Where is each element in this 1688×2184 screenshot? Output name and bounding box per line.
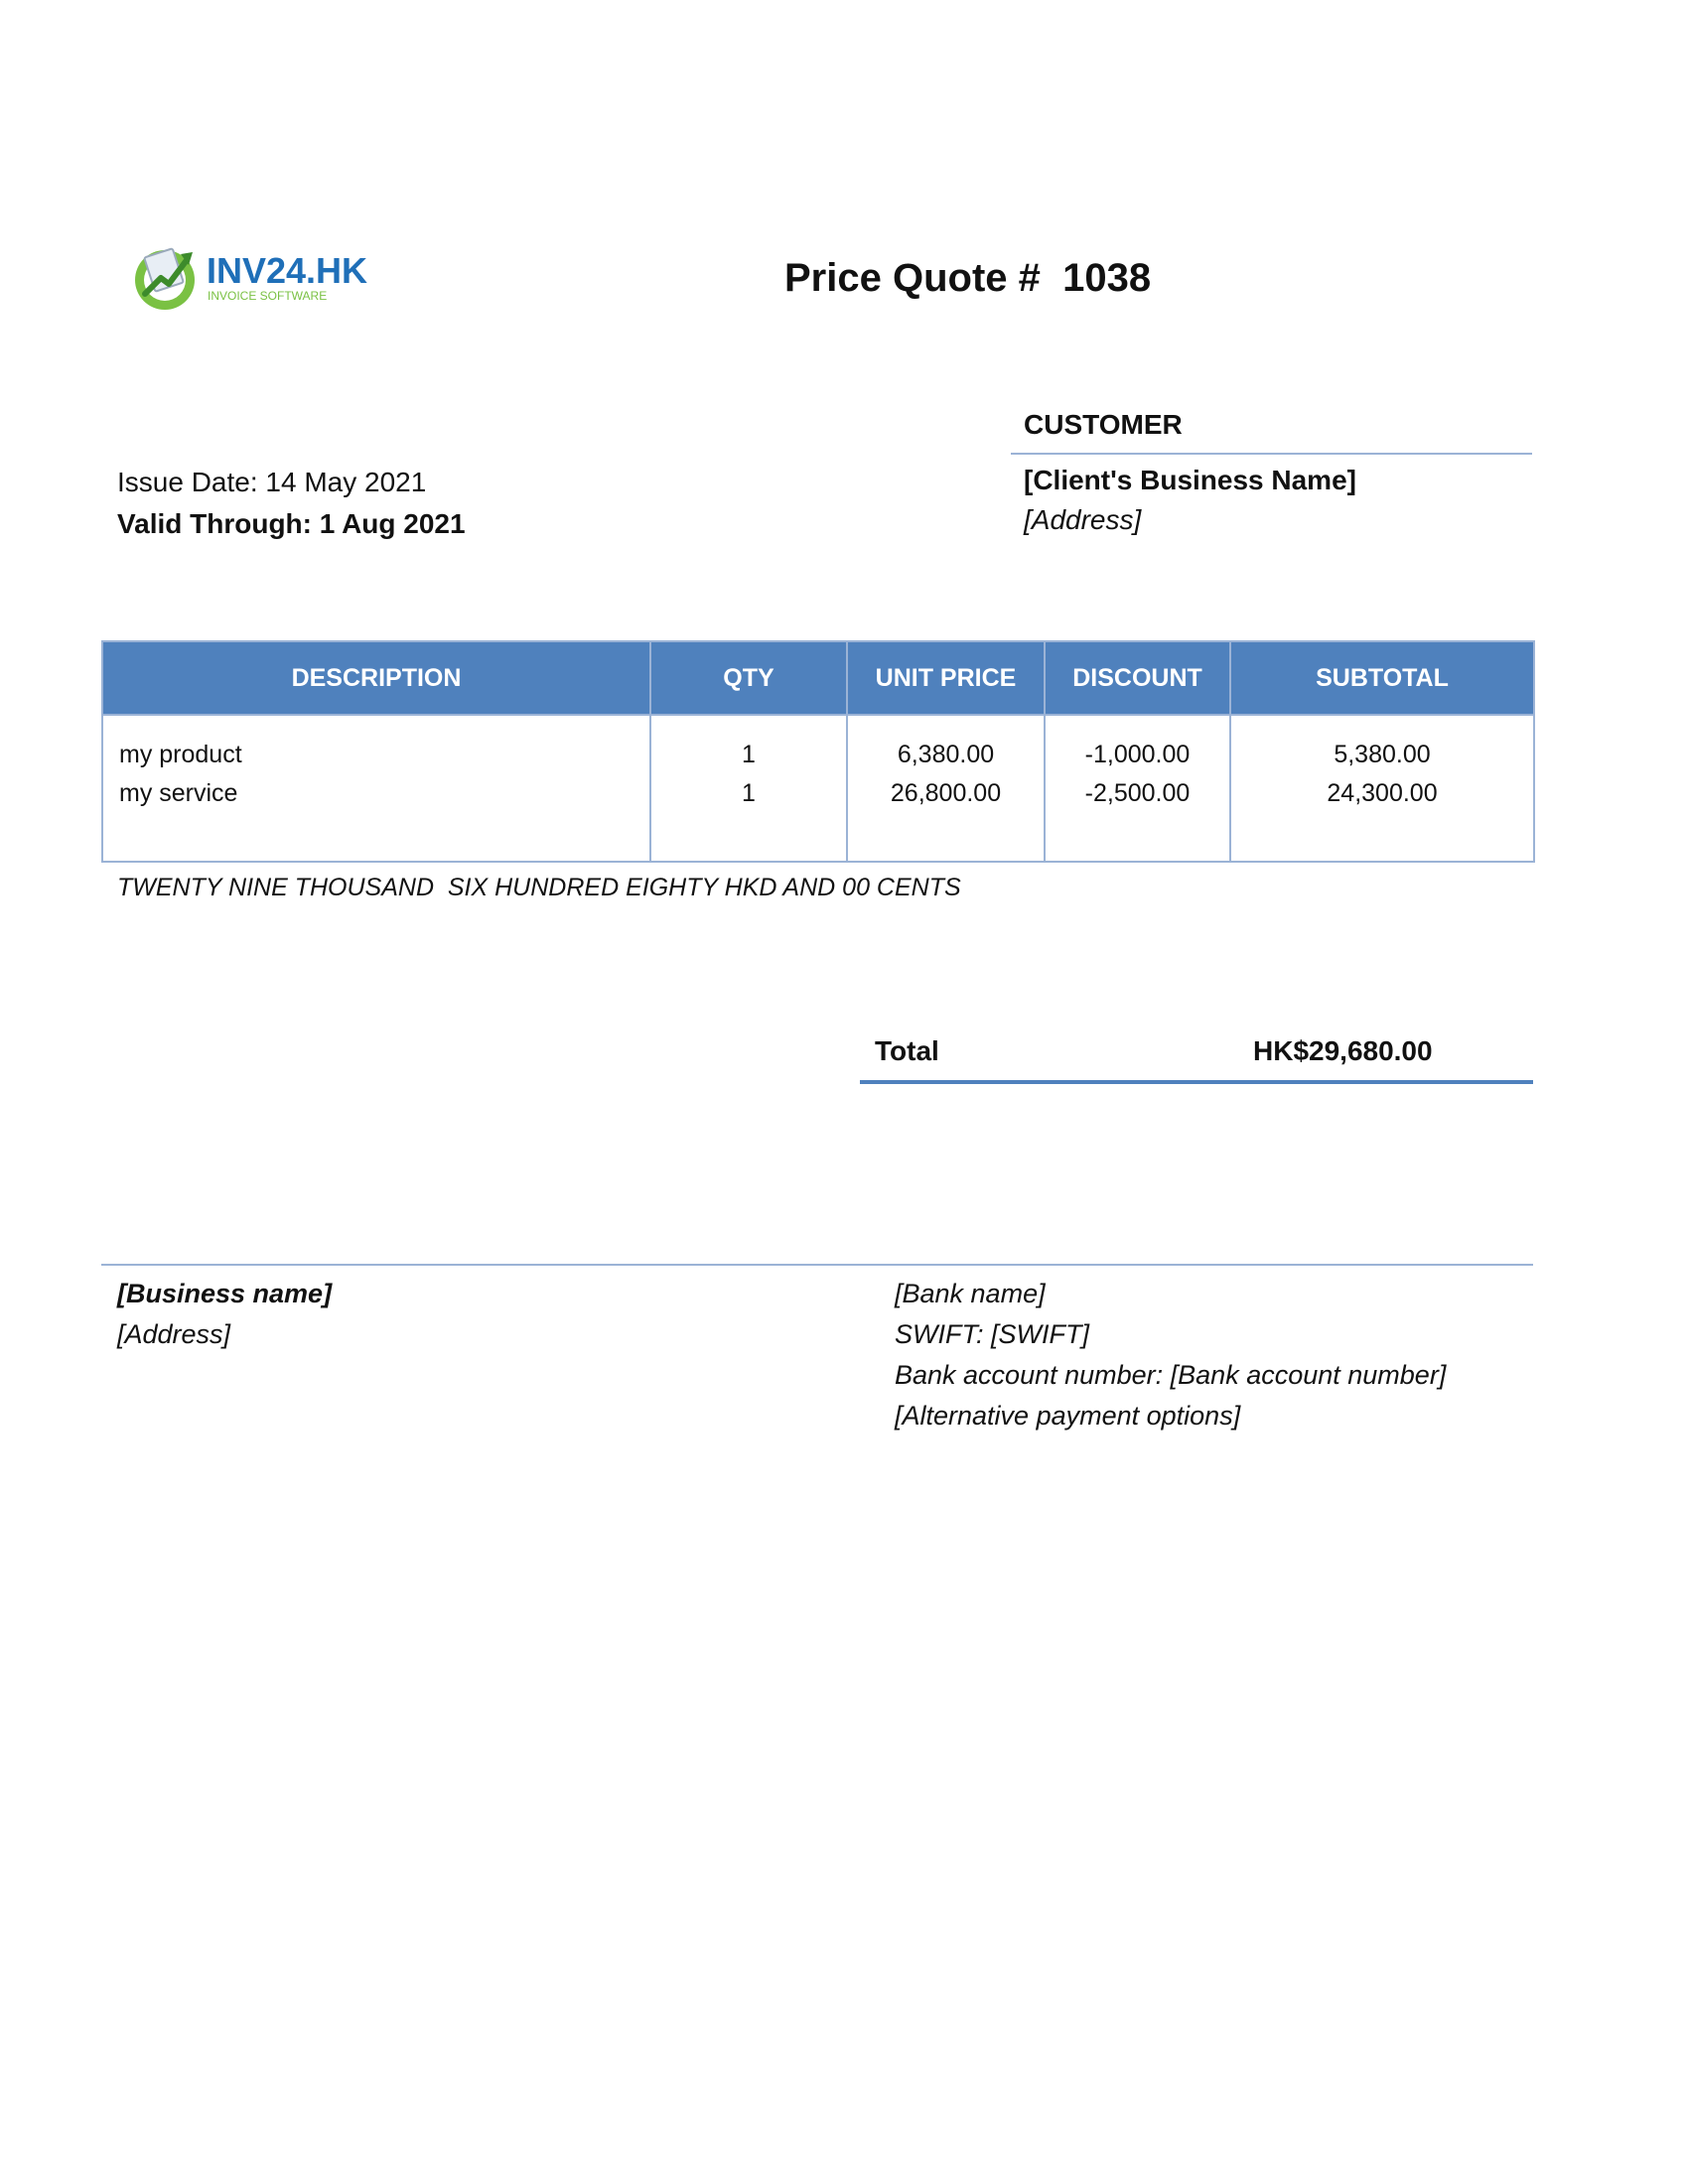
item-discount: -2,500.00 bbox=[1045, 774, 1230, 813]
filler-cell bbox=[1045, 813, 1230, 862]
column-header-qty: QTY bbox=[650, 641, 847, 715]
alternative-payment-options: [Alternative payment options] bbox=[895, 1401, 1241, 1431]
item-discount: -1,000.00 bbox=[1045, 715, 1230, 774]
client-address: [Address] bbox=[1024, 504, 1142, 535]
filler-cell bbox=[1230, 813, 1534, 862]
column-header-subtotal: SUBTOTAL bbox=[1230, 641, 1534, 715]
item-description: my product bbox=[102, 715, 650, 774]
bank-account-number: Bank account number: [Bank account number] bbox=[895, 1360, 1447, 1390]
column-header-discount: DISCOUNT bbox=[1045, 641, 1230, 715]
business-info bbox=[117, 1274, 332, 1355]
item-description: my service bbox=[102, 774, 650, 813]
company-logo bbox=[131, 238, 368, 318]
client-business-name: [Client's Business Name] bbox=[1024, 465, 1356, 495]
amount-in-words: TWENTY NINE THOUSAND SIX HUNDRED EIGHTY HKD AND 00 CENTS bbox=[117, 874, 961, 901]
page-title: Price Quote # 1038 bbox=[784, 256, 1152, 300]
filler-cell bbox=[102, 813, 650, 862]
bank-info bbox=[895, 1274, 1446, 1436]
item-unit-price: 6,380.00 bbox=[847, 715, 1045, 774]
issue-date: Issue Date: 14 May 2021 bbox=[117, 467, 427, 497]
items-table bbox=[101, 640, 1535, 863]
table-row bbox=[102, 774, 1534, 813]
swift-code: SWIFT: [SWIFT] bbox=[895, 1319, 1089, 1349]
item-qty: 1 bbox=[650, 715, 847, 774]
logo-brand: INV24.HK bbox=[207, 250, 368, 291]
logo-tagline: INVOICE SOFTWARE bbox=[208, 289, 328, 303]
column-header-unit-price: UNIT PRICE bbox=[847, 641, 1045, 715]
table-filler-row bbox=[102, 813, 1534, 862]
total-value: HK$29,680.00 bbox=[1253, 1035, 1433, 1066]
filler-cell bbox=[847, 813, 1045, 862]
filler-cell bbox=[650, 813, 847, 862]
bank-name: [Bank name] bbox=[895, 1279, 1046, 1308]
total-underline bbox=[860, 1080, 1533, 1084]
customer-heading: CUSTOMER bbox=[1024, 409, 1183, 440]
item-unit-price: 26,800.00 bbox=[847, 774, 1045, 813]
item-subtotal: 24,300.00 bbox=[1230, 774, 1534, 813]
business-address: [Address] bbox=[117, 1319, 231, 1349]
item-qty: 1 bbox=[650, 774, 847, 813]
table-header-row bbox=[102, 641, 1534, 715]
customer-divider bbox=[1011, 453, 1532, 455]
business-name: [Business name] bbox=[117, 1279, 333, 1308]
footer-divider bbox=[101, 1264, 1533, 1266]
item-subtotal: 5,380.00 bbox=[1230, 715, 1534, 774]
table-row bbox=[102, 715, 1534, 774]
column-header-description: DESCRIPTION bbox=[102, 641, 650, 715]
valid-through-date: Valid Through: 1 Aug 2021 bbox=[117, 508, 466, 539]
total-label: Total bbox=[875, 1035, 939, 1066]
